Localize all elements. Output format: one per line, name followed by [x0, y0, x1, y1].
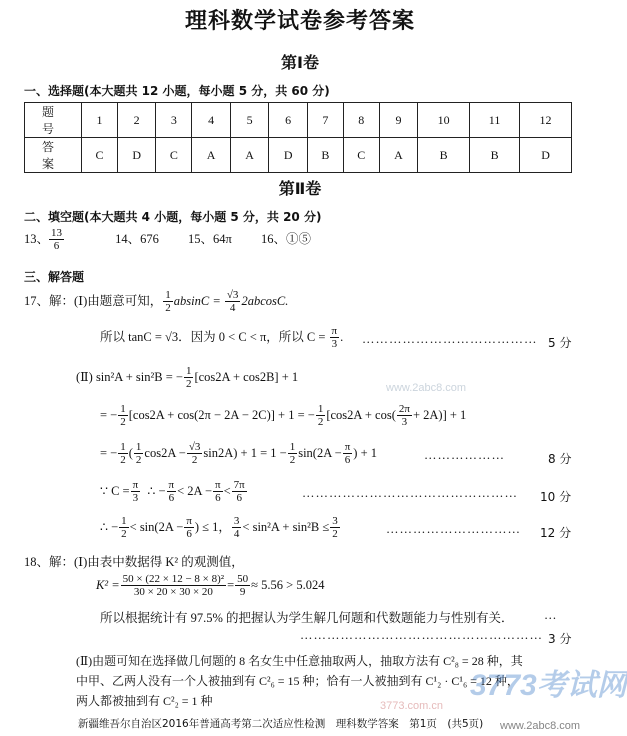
table-row-answers [25, 138, 572, 173]
q18-line3: 所以根据统计有 97.5% 的把握认为学生解几何题和代数题能力与性别有关． [100, 611, 514, 625]
fraction-root3-over-2 [187, 442, 203, 466]
answer-cell: D [117, 138, 156, 173]
fraction-numerator: π [215, 479, 221, 491]
row-label-answer: 答 案 [25, 138, 82, 173]
q18-line6: 两人都被抽到有 C²₂ = 1 种 [76, 694, 213, 708]
fraction-pi-over-6 [167, 480, 177, 504]
score-5: 5 分 [548, 336, 572, 350]
fraction-pi-over-6 [184, 516, 194, 540]
fill-answers [24, 228, 337, 252]
fraction-one-half [134, 442, 144, 466]
q17-eq-b: [cos2A + cos(2π − 2A − 2C)] + 1 = − [128, 407, 315, 422]
section-solutions: 三、解答题 [24, 270, 85, 284]
fraction-numerator: 1 [120, 441, 126, 453]
question-number: 11 [470, 103, 520, 138]
q17-line4 [100, 404, 466, 428]
page-footer: 新疆维吾尔自治区2016年普通高考第二次适应性检测 理科数学答案 第1页 (共5页) [78, 718, 484, 730]
fraction-numerator: 1 [185, 365, 192, 377]
fill-q13-label: 13、 [24, 231, 50, 246]
q17-eq5-a: = − [100, 445, 118, 460]
question-number: 3 [156, 103, 192, 138]
fraction-numerator: 2π [398, 403, 410, 415]
q17-since: ∵ C = [100, 483, 130, 498]
fraction-denominator: 6 [186, 528, 192, 540]
fraction-2pi-over-3 [397, 404, 412, 428]
fraction-root3-over-4 [225, 290, 241, 314]
dot-leader: ………………………………… [362, 332, 538, 346]
question-number: 6 [269, 103, 308, 138]
answer-cell: A [379, 138, 418, 173]
row-label-number: 题 号 [25, 103, 82, 138]
fraction-denominator: 2 [165, 302, 171, 314]
q17-ineq-a: < 2A − [177, 483, 213, 498]
fraction-denominator: 3 [132, 492, 139, 504]
fraction-denominator: 6 [53, 240, 60, 252]
answer-cell: C [156, 138, 192, 173]
fraction-numerator: 50 × (22 × 12 − 8 × 8)² [122, 573, 225, 585]
question-number: 9 [379, 103, 418, 138]
q17-last-a: ∴ − [100, 519, 119, 534]
question-number: 8 [343, 103, 379, 138]
q17-ineq-b: < [223, 483, 231, 498]
q17-last-b: < sin(2A − [129, 519, 184, 534]
q17-cos-sum: [cos2A + cos2B] + 1 [194, 369, 299, 384]
dot-leader: ………………………………………… [302, 486, 518, 500]
q17-last-c: ) ≤ 1， [194, 519, 231, 534]
q17-eq-a: = − [100, 407, 118, 422]
q18-line5: 中甲、乙两人没有一个人被抽到有 C²₆ = 15 种；恰有一人被抽到有 C¹₂ · C¹₆ = 12 种， [76, 674, 519, 688]
q17-line7 [100, 516, 341, 540]
fraction-k2 [121, 574, 226, 598]
fill-q15: 15、64π [188, 231, 232, 246]
fraction-50-over-9 [235, 574, 250, 598]
fill-q14: 14、676 [115, 231, 159, 246]
q18-equals: = [227, 577, 235, 592]
fraction-numerator: 3 [233, 515, 240, 527]
question-number: 5 [230, 103, 269, 138]
q17-line2: 所以 tanC = √3．因为 0 < C < π，所以 C = $\frac{\pi}{3}$ . [100, 325, 344, 350]
table-row-numbers [25, 103, 572, 138]
fraction-numerator: 1 [317, 403, 324, 415]
fraction-denominator: 30 × 20 × 30 × 20 [133, 586, 213, 598]
fraction-pi-over-3 [330, 326, 340, 350]
fraction-numerator: π [344, 441, 351, 453]
fraction-numerator: 7π [233, 479, 245, 491]
fraction-one-half [118, 404, 128, 428]
fraction-7pi-over-6 [232, 480, 247, 504]
q17-line1 [24, 290, 288, 314]
fraction-numerator: π [132, 479, 139, 491]
fraction-denominator: 2 [185, 378, 192, 390]
fraction-one-half [163, 290, 173, 314]
fraction-numerator: π [186, 515, 192, 527]
fraction-3-over-4 [232, 516, 242, 540]
fill-q16: 16、①⑤ [260, 231, 311, 246]
fraction-denominator: 2 [289, 454, 296, 466]
answer-table [24, 102, 572, 173]
q17-eq5-c: cos2A − [144, 445, 186, 460]
question-number: 2 [117, 103, 156, 138]
q17-intro: 17、解：(Ⅰ)由题意可知， [24, 293, 163, 308]
dot-leader: … [544, 608, 558, 622]
q18-k2-result: ≈ 5.56 > 5.024 [251, 577, 325, 592]
question-number: 10 [418, 103, 470, 138]
fraction-denominator: 2 [332, 528, 338, 540]
answer-cell: B [418, 138, 470, 173]
q17-expr-b: 2abcosC. [241, 293, 289, 308]
dot-leader: ……………………………………………… [300, 628, 543, 642]
fraction-denominator: 4 [229, 302, 236, 314]
fraction-3-over-2 [330, 516, 340, 540]
fraction-denominator: 6 [236, 492, 242, 504]
fraction-13-6 [49, 228, 90, 252]
fraction-numerator: 1 [120, 403, 126, 415]
fraction-denominator: 2 [120, 416, 126, 428]
fraction-one-half [316, 404, 326, 428]
q17-eq-c: [cos2A + cos( [326, 407, 396, 422]
answer-cell: D [269, 138, 308, 173]
fraction-denominator: 2 [191, 454, 198, 466]
q17-line3 [76, 366, 298, 390]
fraction-pi-over-3 [131, 480, 141, 504]
dot-leader: ……………… [424, 448, 505, 462]
q17-eq5-f: ) + 1 [353, 445, 377, 460]
fraction-denominator: 6 [168, 492, 175, 504]
part1-heading: 第Ⅰ卷 [281, 53, 319, 72]
q18-line1: 18、解：(Ⅰ)由表中数据得 K² 的观测值， [24, 555, 244, 569]
fraction-denominator: 6 [344, 454, 351, 466]
fraction-denominator: 2 [121, 528, 127, 540]
part2-heading: 第Ⅱ卷 [278, 179, 322, 198]
fraction-one-half [184, 366, 194, 390]
question-number: 1 [82, 103, 118, 138]
fraction-denominator: 3 [331, 338, 338, 350]
q17-paren: ( [128, 445, 133, 460]
page-title: 理科数学试卷参考答案 [184, 9, 415, 34]
question-number: 12 [520, 103, 572, 138]
fraction-denominator: 6 [215, 492, 221, 504]
q17-therefore: ∴ − [147, 483, 166, 498]
answer-cell: A [192, 138, 231, 173]
watermark-logo: 3773考试网 [470, 669, 627, 702]
fraction-denominator: 9 [239, 586, 246, 598]
fraction-numerator: √3 [188, 441, 201, 453]
q18-k2-formula [96, 574, 324, 598]
fraction-numerator: π [168, 479, 175, 491]
score-3: 3 分 [548, 632, 572, 646]
q17-eq-d: + 2A)] + 1 [412, 407, 467, 422]
q17-tanc: 所以 tanC = √3．因为 0 < C < π，所以 C = [100, 329, 329, 344]
fraction-numerator: 3 [332, 515, 338, 527]
fraction-one-half [288, 442, 298, 466]
section-multiple-choice: 一、选择题(本大题共 12 小题，每小题 5 分，共 60 分) [24, 84, 330, 98]
answer-cell: D [520, 138, 572, 173]
fraction-numerator: 13 [51, 227, 63, 239]
score-12: 12 分 [540, 526, 572, 540]
q17-eq5-d: sin2A) + 1 = 1 − [203, 445, 287, 460]
fraction-one-half [118, 442, 128, 466]
q17-part2-start: (Ⅱ) sin²A + sin²B = − [76, 369, 183, 384]
fraction-numerator: 1 [289, 441, 296, 453]
score-8: 8 分 [548, 452, 572, 466]
q18-line4: (Ⅱ)由题可知在选择做几何题的 8 名女生中任意抽取两人，抽取方法有 C²₈ = 28 种，其 [76, 654, 523, 668]
fraction-numerator: π [331, 325, 338, 337]
fraction-numerator: 1 [165, 289, 171, 301]
answer-cell: C [82, 138, 118, 173]
watermark-bottom-left: 3773.com.cn [380, 700, 443, 712]
fraction-numerator: 50 [237, 573, 249, 585]
q17-last-d: < sin²A + sin²B ≤ [242, 519, 330, 534]
fraction-numerator: √3 [226, 289, 239, 301]
dot-leader: ………………………… [386, 522, 521, 536]
fraction-denominator: 3 [401, 416, 408, 428]
fraction-denominator: 2 [317, 416, 324, 428]
watermark-bottom-right: www.2abc8.com [500, 720, 581, 732]
question-number: 4 [192, 103, 231, 138]
q17-line5 [100, 442, 377, 466]
answer-cell: A [230, 138, 269, 173]
fraction-pi-over-6 [343, 442, 353, 466]
fraction-pi-over-6 [213, 480, 223, 504]
answer-cell: B [470, 138, 520, 173]
fraction-denominator: 2 [135, 454, 142, 466]
q17-expr-a: absinC = [173, 293, 224, 308]
fraction-numerator: 1 [135, 441, 142, 453]
section-fill-in: 二、填空题(本大题共 4 小题，每小题 5 分，共 20 分) [24, 210, 322, 224]
watermark-mid: www.2abc8.com [386, 382, 467, 394]
fraction-denominator: 2 [120, 454, 126, 466]
fraction-denominator: 4 [233, 528, 240, 540]
fraction-numerator: 1 [121, 515, 127, 527]
fill-q13 [24, 227, 93, 252]
q17-eq5-e: sin(2A − [298, 445, 342, 460]
fraction-one-half [119, 516, 129, 540]
score-10: 10 分 [540, 490, 572, 504]
question-number: 7 [307, 103, 343, 138]
answer-cell: C [343, 138, 379, 173]
q18-k2-label: K² = [96, 577, 120, 592]
answer-cell: B [307, 138, 343, 173]
q17-line6 [100, 480, 248, 504]
